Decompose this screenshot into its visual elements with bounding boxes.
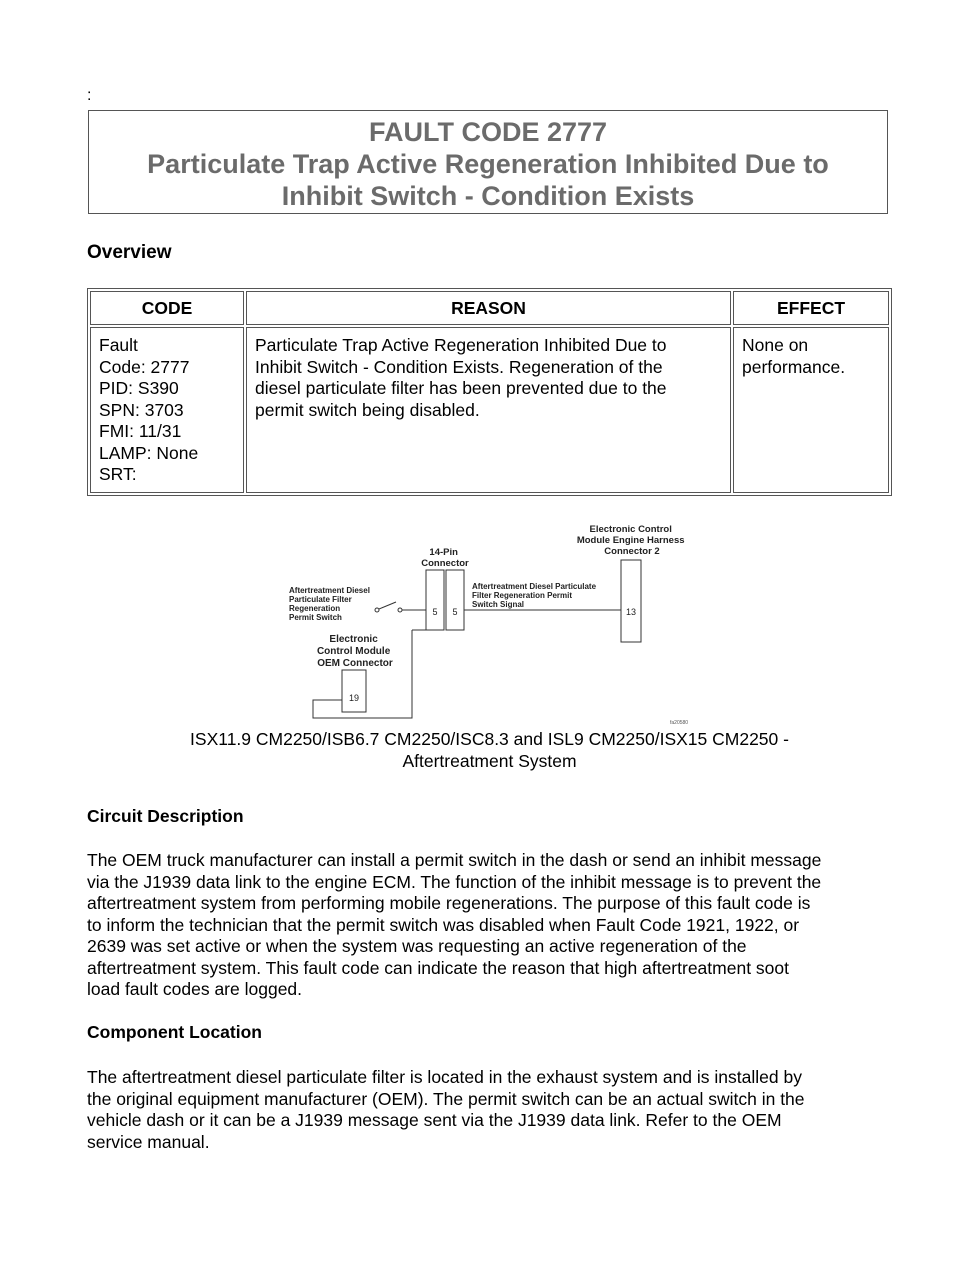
- reason-line: Inhibit Switch - Condition Exists. Regeneration of the: [255, 356, 663, 377]
- fault-code-title: FAULT CODE 2777: [368, 117, 608, 147]
- diagram-caption: [87, 728, 892, 772]
- signal-label-3: Switch Signal: [472, 600, 525, 609]
- oem-label-3: OEM Connector: [317, 658, 393, 669]
- reason-cell: [246, 327, 731, 493]
- fault-code-table: [87, 288, 892, 496]
- pin-a-label: 5: [432, 607, 438, 617]
- pin-connector-label-1: 14-Pin: [429, 547, 458, 558]
- overview-heading: Overview: [87, 242, 172, 263]
- header-reason: REASON: [246, 291, 731, 325]
- pin-connector-label: [421, 547, 469, 569]
- code-line: SPN: 3703: [99, 399, 184, 420]
- ecm-harness-label: [577, 524, 687, 557]
- header-code: CODE: [90, 291, 244, 325]
- pin-connector-left: [426, 570, 444, 630]
- caption-line-2: Aftertreatment System: [402, 751, 577, 771]
- header-effect: EFFECT: [733, 291, 889, 325]
- switch-contact-left: [375, 608, 379, 612]
- paragraph-line: The aftertreatment diesel particulate filter is located in the exhaust system and is installed by: [87, 1067, 802, 1087]
- paragraph-line: via the J1939 data link to the engine ECM. The function of the inhibit message is to prevent the: [87, 871, 822, 892]
- lead-colon: :: [87, 87, 92, 104]
- fault-title-box: [88, 110, 888, 214]
- ecm-harness-label-1: Electronic Control: [589, 524, 672, 535]
- reason-line: Particulate Trap Active Regeneration Inhibited Due to: [255, 335, 667, 355]
- component-location-heading: Component Location: [87, 1022, 262, 1042]
- circuit-description-text: [87, 850, 897, 1001]
- code-cell: [90, 327, 244, 493]
- component-location-text: [87, 1067, 897, 1153]
- permit-switch-label: [289, 586, 372, 622]
- table-header-row: [90, 291, 889, 325]
- table-row: [90, 327, 889, 493]
- pin-connector-label-2: Connector: [421, 558, 469, 569]
- signal-label-1: Aftertreatment Diesel Particulate: [472, 582, 597, 591]
- switch-lever: [379, 602, 396, 609]
- paragraph-line: load fault codes are logged.: [87, 979, 303, 999]
- caption-line-1: ISX11.9 CM2250/ISB6.7 CM2250/ISC8.3 and ISL9 CM2250/ISX15 CM2250 -: [190, 729, 789, 749]
- fault-title-line-2: Particulate Trap Active Regeneration Inhibited Due to: [147, 149, 829, 179]
- reason-line: permit switch being disabled.: [255, 399, 480, 420]
- switch-contact-right: [398, 608, 402, 612]
- pin-ecm-label: 13: [625, 607, 637, 617]
- code-line: Fault: [99, 335, 138, 355]
- paragraph-line: to inform the technician that the permit switch was disabled when Fault Code 1921, 1922, or: [87, 914, 800, 935]
- ecm-connector: [621, 560, 641, 642]
- wiring-diagram: [280, 518, 700, 728]
- signal-label: [472, 582, 598, 609]
- paragraph-line: 2639 was set active or when the system was requesting an active regeneration of the: [87, 936, 747, 956]
- pin-b-label: 5: [452, 607, 458, 617]
- switch-label-3: Regeneration: [289, 604, 341, 613]
- switch-label-2: Particulate Filter: [289, 595, 352, 604]
- oem-connector-label: [317, 634, 393, 669]
- paragraph-line: service manual.: [87, 1131, 210, 1152]
- ecm-harness-label-3: Connector 2: [604, 546, 660, 557]
- code-line: PID: S390: [99, 378, 179, 398]
- effect-cell: [733, 327, 889, 493]
- code-line: LAMP: None: [99, 442, 199, 463]
- paragraph-line: The OEM truck manufacturer can install a permit switch in the dash or send an inhibit message: [87, 850, 822, 870]
- paragraph-line: the original equipment manufacturer (OEM). The permit switch can be an actual switch in the: [87, 1088, 805, 1109]
- paragraph-line: vehicle dash or it can be a J1939 message sent via the J1939 data link. Refer to the OEM: [87, 1110, 782, 1130]
- circuit-description-heading: Circuit Description: [87, 806, 244, 826]
- effect-line: None on: [742, 335, 809, 355]
- paragraph-line: aftertreatment system from performing mobile regenerations. The purpose of this fault code is: [87, 893, 811, 913]
- signal-label-2: Filter Regeneration Permit: [472, 591, 573, 600]
- fault-title-line-3: Inhibit Switch - Condition Exists: [281, 181, 695, 211]
- oem-connector: [342, 670, 366, 712]
- switch-label-1: Aftertreatment Diesel: [289, 586, 370, 595]
- ecm-harness-label-2: Module Engine Harness: [576, 535, 685, 546]
- oem-label-1: Electronic: [329, 634, 378, 645]
- effect-line: performance.: [742, 356, 846, 377]
- code-line: SRT:: [99, 464, 137, 484]
- code-line: Code: 2777: [99, 356, 190, 377]
- figure-code: fa20580: [670, 720, 689, 726]
- pin-connector-right: [446, 570, 464, 630]
- paragraph-line: aftertreatment system. This fault code can indicate the reason that high aftertreatment soot: [87, 957, 789, 978]
- switch-label-4: Permit Switch: [289, 613, 342, 622]
- pin-oem-label: 19: [348, 693, 360, 703]
- code-line: FMI: 11/31: [99, 421, 182, 441]
- oem-label-2: Control Module: [316, 646, 391, 657]
- reason-line: diesel particulate filter has been prevented due to the: [255, 378, 667, 398]
